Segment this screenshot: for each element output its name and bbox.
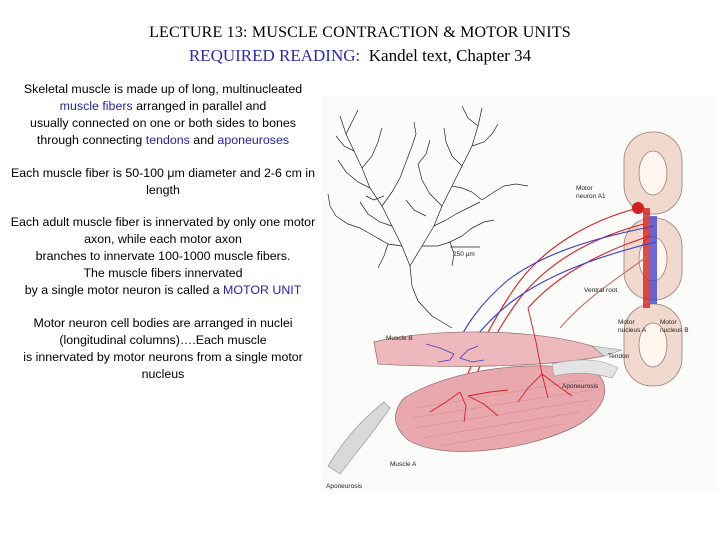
p4-text-b: (longitudinal columns)….Each muscle [59,332,267,347]
p3-text-b: branches to innervate 100-1000 muscle fibers. [35,249,291,264]
p4-text-c: is innervated by motor neurons from a single motor nucleus [23,349,303,381]
term-aponeuroses: aponeuroses [217,132,290,147]
term-muscle-fibers: muscle fibers [59,98,133,113]
label-motor-nucleus-a-line2: nucleus A [618,327,647,334]
term-motor-unit: MOTOR UNIT [223,283,302,298]
neuron-tracing [328,106,528,328]
required-reading [0,46,720,66]
p3-text-d: by a single motor neuron is called a [24,283,224,298]
p2-text-b: m diameter and 2-6 cm in length [146,165,315,197]
required-reading-label: REQUIRED READING: [188,46,361,65]
label-motor-nucleus-a-line1: Motor [618,319,635,326]
p1-text-c: arranged in parallel and [132,98,267,113]
p2-text-a: Each muscle fiber is 50-100 [11,165,168,180]
label-motor-neuron-a1-line1: Motor [576,185,593,192]
aponeurosis-left-sheet [328,402,390,474]
p1-text-d: usually connected on one or both sides to bones [30,115,296,130]
label-tendon: Tendon [608,353,630,360]
motor-unit-illustration [322,96,717,492]
lecture-title: LECTURE 13: MUSCLE CONTRACTION & MOTOR UNITS [149,24,571,41]
label-aponeurosis-left: Aponeurosis [326,483,363,490]
label-motor-nucleus-b-line1: Motor [660,319,677,326]
p3-text-a: Each adult muscle fiber is innervated by only one motor axon, while each motor axon [10,215,316,247]
paragraph-motor-nuclei [4,315,322,383]
motor-unit-figure [322,96,717,492]
motor-nucleus-b-column [650,216,657,304]
p3-text-c: The muscle fibers innervated [83,266,243,281]
p1-text-a: Skeletal muscle is made up of long, multinucleated [23,82,303,96]
mu-symbol: μ [167,165,175,180]
paragraph-muscle-structure [4,81,322,149]
motor-nucleus-a-column [643,208,650,308]
p1-text-e: through connecting [36,132,146,147]
label-muscle-b: Muscle B [386,335,413,342]
p4-text-a: Motor neuron cell bodies are arranged in nuclei [33,315,293,330]
label-muscle-a: Muscle A [390,461,417,468]
label-motor-nucleus-b-line2: nucleus B [660,327,689,334]
muscle-a [395,366,604,452]
body-text [4,81,322,399]
label-ventral-root: Ventral root [584,287,618,294]
label-motor-neuron-a1-line2: neuron A1 [576,193,606,200]
p1-text-g: and [189,132,218,147]
label-scale-bar: 250 μm [453,251,475,258]
term-tendons: tendons [145,132,190,147]
paragraph-fiber-size [4,165,322,199]
required-reading-text: Kandel text, Chapter 34 [368,46,532,65]
paragraph-motor-unit [4,214,322,299]
label-aponeurosis-right: Aponeurosis [562,383,599,390]
